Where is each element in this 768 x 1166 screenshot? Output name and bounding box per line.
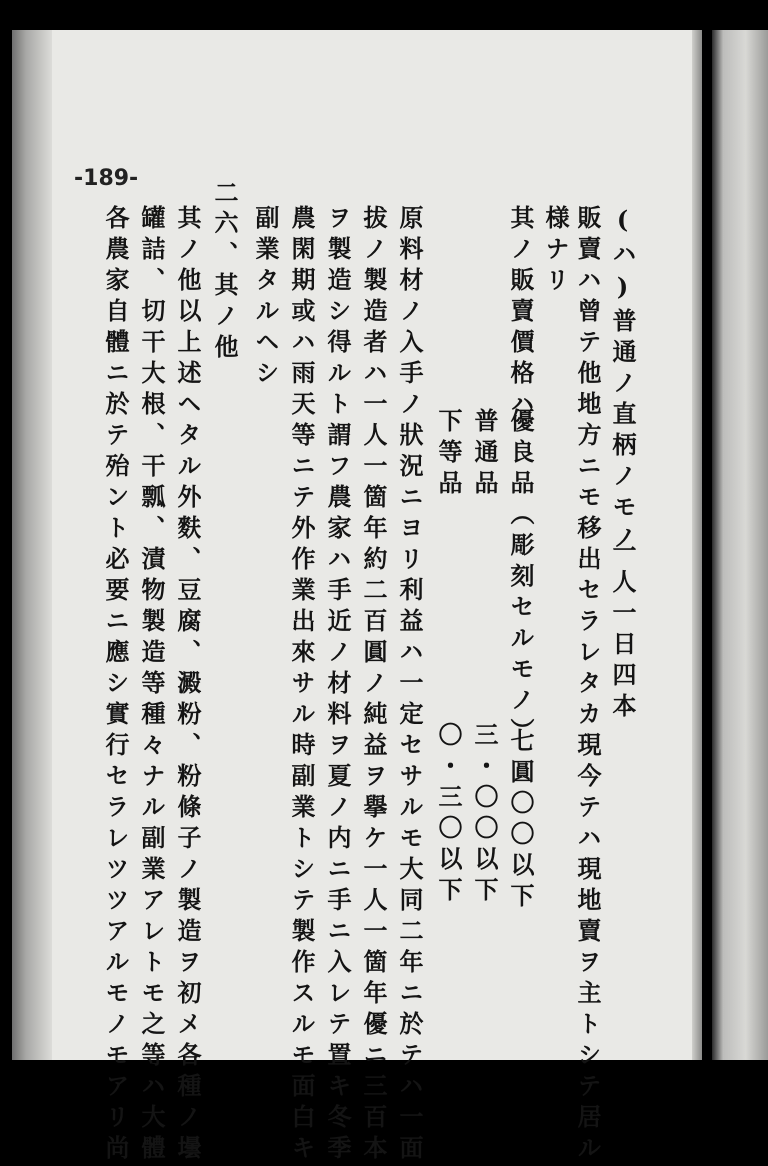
text-line-8: 拔ノ製造者ハ一人一箇年約二百圓ノ純益ヲ擧ケ一人一箇年優ニ三百本 — [359, 205, 388, 1166]
text-line-4c: 七圓〇〇以下 — [506, 728, 535, 914]
text-line-7: 原料材ノ入手ノ狀況ニヨリ利益ハ一定セサルモ大同二年ニ於テハ一面 — [395, 205, 424, 1166]
text-line-4a: 其ノ販賣價格ハ — [506, 205, 535, 422]
section-heading: 六、其ノ他 — [210, 210, 239, 365]
text-line-16: 各農家自體ニ於テ殆ント必要ニ應シ實行セラレツツアルモノモアリ尚 — [101, 205, 130, 1166]
text-line-5a: 普通品 — [470, 408, 499, 501]
text-line-14: 其ノ他以上述ヘタル外麩、豆腐、澱粉、粉條子ノ製造ヲ初メ各種ノ壜 — [173, 205, 202, 1166]
page-gutter — [12, 30, 52, 1060]
text-line-6b: 〇・三〇以下 — [434, 722, 463, 908]
text-line-6a: 下等品 — [434, 408, 463, 501]
text-line-4b: 優良品（彫刻セルモノ） — [506, 408, 535, 749]
text-line-10: 農閑期或ハ雨天等ニテ外作業出來サル時副業トシテ製作スルモ面白キ — [287, 205, 316, 1166]
page-number: -189- — [74, 166, 139, 191]
text-line-2: 販賣ハ曾テ他地方ニモ移出セラレタカ現今テハ現地賣ヲ主トシテ居ル — [573, 205, 602, 1166]
text-line-12: 二 — [210, 180, 239, 211]
text-line-1: (ハ)普通ノ直柄ノモノ — [608, 205, 637, 556]
text-line-1-count: 一人一日四本 — [608, 538, 637, 724]
text-line-11: 副業タルヘシ — [251, 205, 280, 391]
text-line-9: ヲ製造シ得ルト謂フ農家ハ手近ノ材料ヲ夏ノ内ニ手ニ入レテ置キ冬季 — [323, 205, 352, 1166]
text-line-5b: 三・〇〇以下 — [470, 722, 499, 908]
text-line-3: 様ナリ — [541, 205, 570, 298]
next-page-edge — [712, 30, 768, 1060]
page-edge — [692, 30, 702, 1060]
text-line-15: 罐詰、切干大根、干瓢、漬物製造等種々ナル副業アレトモ之等ハ大體 — [137, 205, 166, 1166]
